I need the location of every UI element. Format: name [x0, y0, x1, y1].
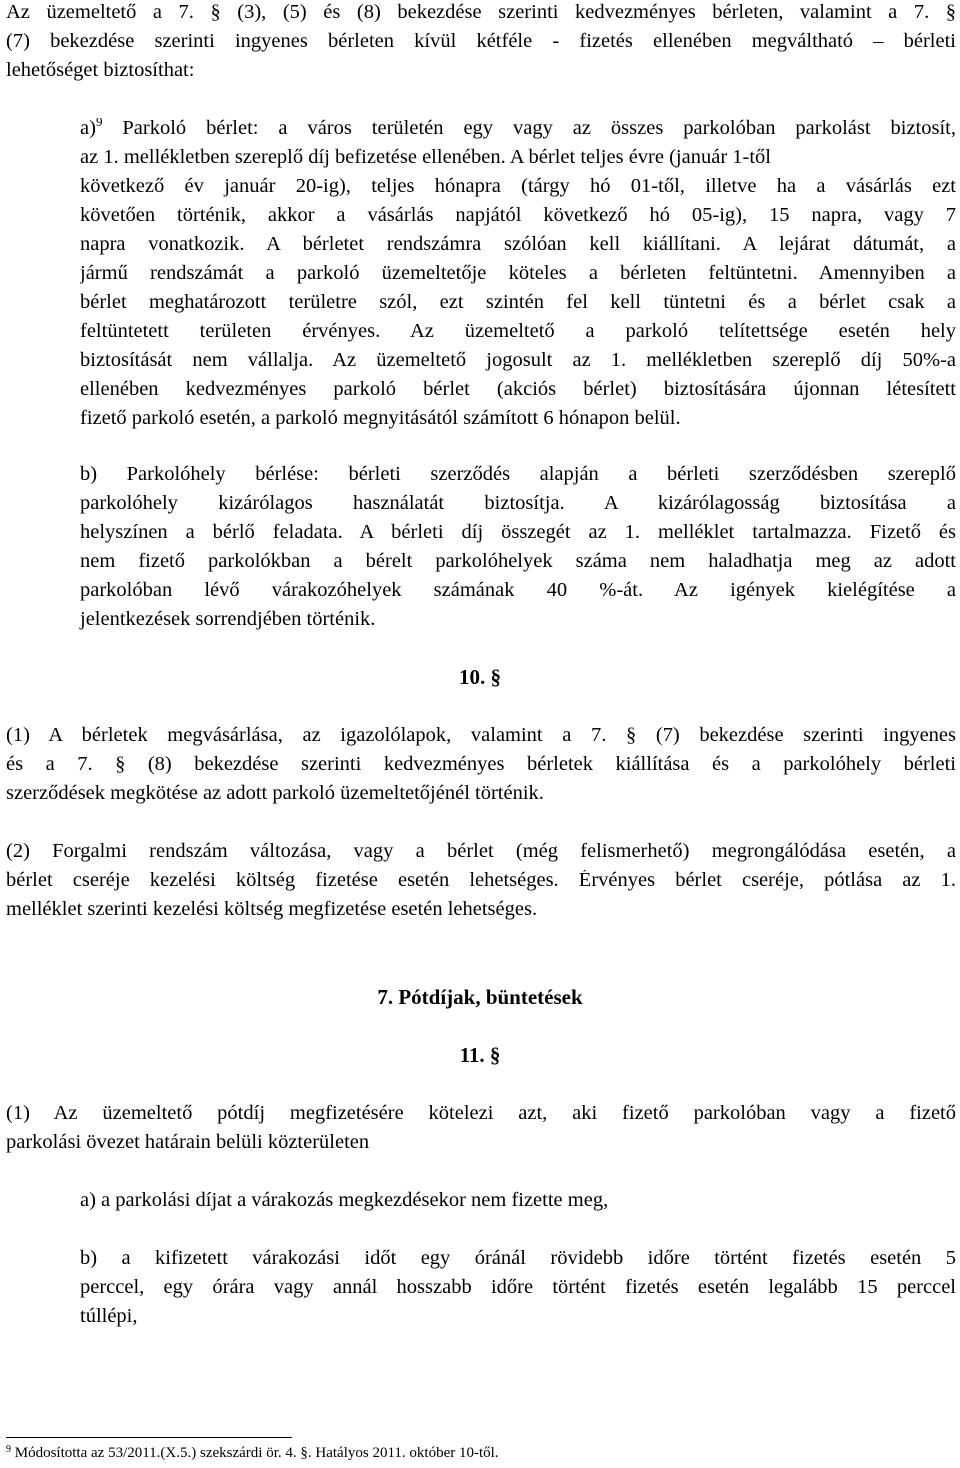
- item-a-line-3: következő év január 20-ig), teljes hónapra (tárgy hó 01-től, illetve ha a vásárlás ezt: [80, 176, 956, 197]
- item-b-line-2: parkolóhely kizárólagos használatát biztosítja. A kizárólagosság biztosítása a: [80, 493, 956, 514]
- intro-line-3: lehetőséget biztosíthat:: [6, 59, 195, 81]
- item-a-line-5: napra vonatkozik. A bérletet rendszámra szólóan kell kiállítani. A lejárat dátumát, a: [80, 234, 956, 255]
- item-a-line-7: bérlet meghatározott területre szól, ezt szintén fel kell tüntetni és a bérlet csak a: [80, 292, 956, 313]
- item-a-line-9: biztosítását nem vállalja. Az üzemeltető jogosult az 1. mellékletben szereplő díj 50%-a: [80, 350, 956, 371]
- footnote-text: Módosította az 53/2011.(X.5.) szekszárdi ör. 4. §. Hatályos 2011. október 10-től.: [11, 1445, 499, 1461]
- intro-line-2: (7) bekezdése szerinti ingyenes bérleten kívül kétféle - fizetés ellenében megváltható – bérleti: [6, 31, 956, 52]
- item-b-line-5: parkolóban lévő várakozóhelyek számának 40 %-át. Az igények kielégítése a: [80, 580, 956, 601]
- para-11-1-line-2: parkolási övezet határain belüli közterületen: [6, 1131, 370, 1153]
- section-11-heading: 11. §: [459, 1043, 501, 1067]
- item-b-line-3: helyszínen a bérlő feladata. A bérleti díj összegét az 1. melléklet tartalmazza. Fizető és: [80, 522, 956, 543]
- item-a-line-6: jármű rendszámát a parkoló üzemeltetője köteles a bérleten feltüntetni. Amennyiben a: [80, 263, 956, 284]
- item-a-line-10: ellenében kedvezményes parkoló bérlet (akciós bérlet) biztosítására újonnan létesített: [80, 379, 956, 400]
- item-11-a: a) a parkolási díjat a várakozás megkezdésekor nem fizette meg,: [80, 1189, 609, 1211]
- footnote-ref: 9: [95, 118, 103, 129]
- item-a-line-2: az 1. mellékletben szereplő díj befizetése ellenében. A bérlet teljes évre (január 1-től: [80, 146, 771, 168]
- para-10-1-line-2: és a 7. § (8) bekezdése szerinti kedvezményes bérletek kiállítása és a parkolóhely bérleti: [6, 754, 956, 775]
- item-a-line-1: [80, 118, 956, 142]
- para-10-1-line-3: szerződések megkötése az adott parkoló üzemeltetőjénél történik.: [6, 782, 544, 804]
- para-10-2-line-3: melléklet szerinti kezelési költség megfizetése esetén lehetséges.: [6, 898, 538, 920]
- para-10-2-line-1: (2) Forgalmi rendszám változása, vagy a bérlet (még felismerhető) megrongálódása esetén, a: [6, 841, 956, 862]
- item-11-b-line-2: perccel, egy órára vagy annál hosszabb időre történt fizetés esetén legalább 15 perccel: [80, 1277, 956, 1298]
- footnote: [6, 1446, 499, 1461]
- chapter-heading: 7. Pótdíjak, büntetések: [377, 985, 583, 1009]
- intro-line-1: Az üzemeltető a 7. § (3), (5) és (8) bekezdése szerinti kedvezményes bérleten, valamint a 7. §: [6, 2, 956, 23]
- item-a-first-text: Parkoló bérlet: a város területén egy vagy az összes parkolóban parkolást biztosít,: [102, 118, 956, 139]
- footnote-separator: [6, 1437, 292, 1438]
- item-b-line-1: b) Parkolóhely bérlése: bérleti szerződés alapján a bérleti szerződésben szereplő: [80, 464, 956, 485]
- item-a-prefix: a): [80, 118, 96, 139]
- item-a-line-4: követően történik, akkor a vásárlás napjától következő hó 05-ig), 15 napra, vagy 7: [80, 205, 956, 226]
- item-b-line-6: jelentkezések sorrendjében történik.: [80, 608, 376, 630]
- para-10-2-line-2: bérlet cseréje kezelési költség fizetése esetén lehetséges. Érvényes bérlet cseréje, pótlása az 1.: [6, 870, 956, 891]
- item-a-line-11: fizető parkoló esetén, a parkoló megnyitásától számított 6 hónapon belül.: [80, 407, 681, 429]
- item-a-line-8: feltüntetett területen érvényes. Az üzemeltető a parkoló telítettsége esetén hely: [80, 321, 956, 342]
- item-11-b-line-3: túllépi,: [80, 1305, 138, 1327]
- footnote-number: 9: [6, 1444, 11, 1455]
- item-b-line-4: nem fizető parkolókban a bérelt parkolóhelyek száma nem haladhatja meg az adott: [80, 551, 956, 572]
- section-10-heading: 10. §: [459, 665, 501, 689]
- para-11-1-line-1: (1) Az üzemeltető pótdíj megfizetésére kötelezi azt, aki fizető parkolóban vagy a fizető: [6, 1103, 956, 1124]
- para-10-1-line-1: (1) A bérletek megvásárlása, az igazolólapok, valamint a 7. § (7) bekezdése szerinti ingyenes: [6, 725, 956, 746]
- item-11-b-line-1: b) a kifizetett várakozási időt egy óránál rövidebb időre történt fizetés esetén 5: [80, 1248, 956, 1269]
